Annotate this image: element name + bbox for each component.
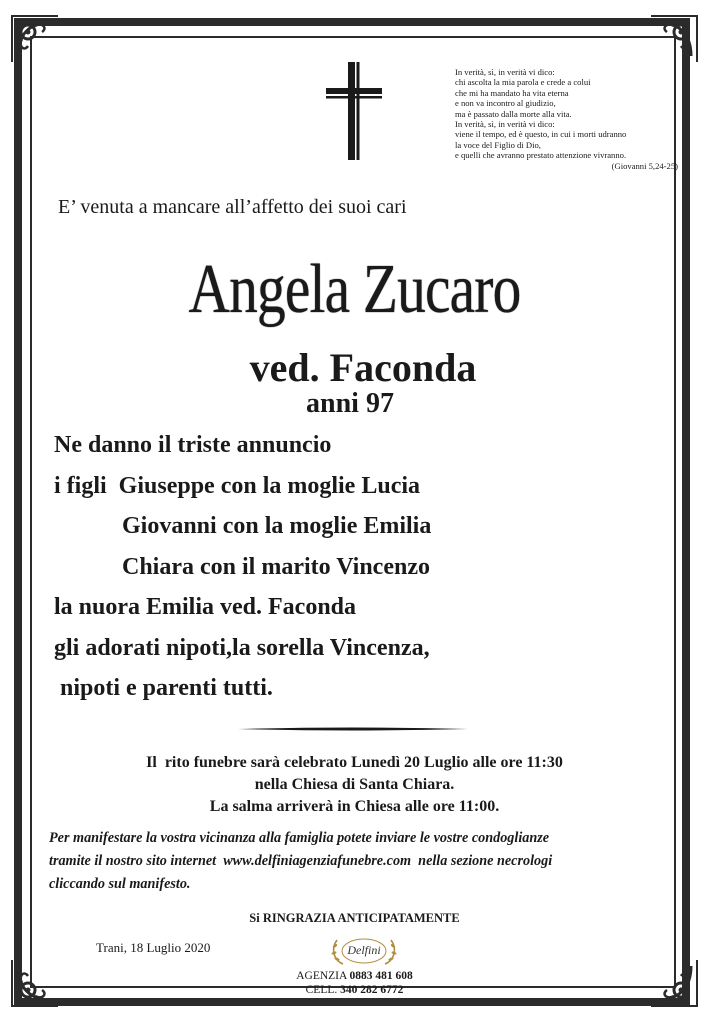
- service-line: Il rito funebre sarà celebrato Lunedì 20 Luglio alle ore 11:30: [146, 754, 563, 771]
- quote-line: viene il tempo, ed è questo, in cui i morti udranno: [455, 129, 627, 140]
- family-line: Giovanni con la moglie Emilia: [122, 513, 432, 539]
- divider: [238, 727, 468, 731]
- quote-line: la voce del Figlio di Dio,: [455, 139, 541, 150]
- corner-ornament-icon: [647, 12, 701, 66]
- cross-icon: [323, 60, 385, 164]
- deceased-name: Angela Zucaro: [188, 251, 521, 328]
- agency-logo-text: Delfini: [347, 943, 381, 957]
- quote-line: e non va incontro al giudizio,: [455, 98, 556, 109]
- phone-label: AGENZIA: [296, 970, 347, 982]
- quote-reference: (Giovanni 5,24-25): [611, 160, 678, 171]
- quote-line: e quelli che avranno prestato attenzione vivranno.: [455, 150, 627, 161]
- family-line: gli adorati nipoti,la sorella Vincenza,: [54, 634, 430, 661]
- age-label: anni 97: [306, 388, 394, 419]
- agency-cell: 340 282 6772: [340, 983, 404, 996]
- agency-logo: [329, 934, 399, 968]
- service-line: La salma arriverà in Chiesa alle ore 11:00.: [209, 798, 500, 815]
- quote-line: In verità, sì, in verità vi dico:: [455, 119, 555, 130]
- thanks-note: Si RINGRAZIA ANTICIPATAMENTE: [249, 911, 460, 925]
- quote-line: che mi ha mandato ha vita eterna: [455, 87, 569, 98]
- family-line: nipoti e parenti tutti.: [60, 675, 273, 701]
- family-line: i figli Giuseppe con la moglie Lucia: [54, 472, 421, 499]
- condolences-line: cliccando sul manifesto.: [49, 876, 191, 892]
- family-line: Ne danno il triste annuncio: [54, 432, 332, 458]
- place-date: Trani, 18 Luglio 2020: [96, 940, 211, 955]
- funeral-service-info: [0, 752, 709, 818]
- agency-phone: 0883 481 608: [349, 970, 413, 982]
- intro-text: E’ venuta a mancare all’affetto dei suoi cari: [58, 196, 407, 218]
- quote-line: chi ascolta la mia parola e crede a colui: [455, 77, 591, 88]
- cell-label: CELL.: [305, 983, 338, 996]
- married-name: ved. Faconda: [249, 345, 477, 390]
- family-announcement: [54, 425, 431, 709]
- quote-line: ma è passato dalla morte alla vita.: [455, 108, 572, 119]
- corner-ornament-icon: [8, 12, 62, 66]
- agency-contacts: [0, 970, 709, 997]
- family-line: la nuora Emilia ved. Faconda: [54, 594, 357, 620]
- service-line: nella Chiesa di Santa Chiara.: [254, 776, 455, 793]
- condolences-note: [49, 827, 669, 896]
- family-line: Chiara con il marito Vincenzo: [122, 553, 430, 580]
- condolences-line: tramite il nostro sito internet www.delfiniagenziafunebre.com nella sezione necrologi: [49, 853, 553, 869]
- bible-quote: [455, 67, 690, 171]
- quote-line: In verità, sì, in verità vi dico:: [455, 67, 555, 77]
- condolences-line: Per manifestare la vostra vicinanza alla famiglia potete inviare le vostre condoglianze: [49, 830, 550, 846]
